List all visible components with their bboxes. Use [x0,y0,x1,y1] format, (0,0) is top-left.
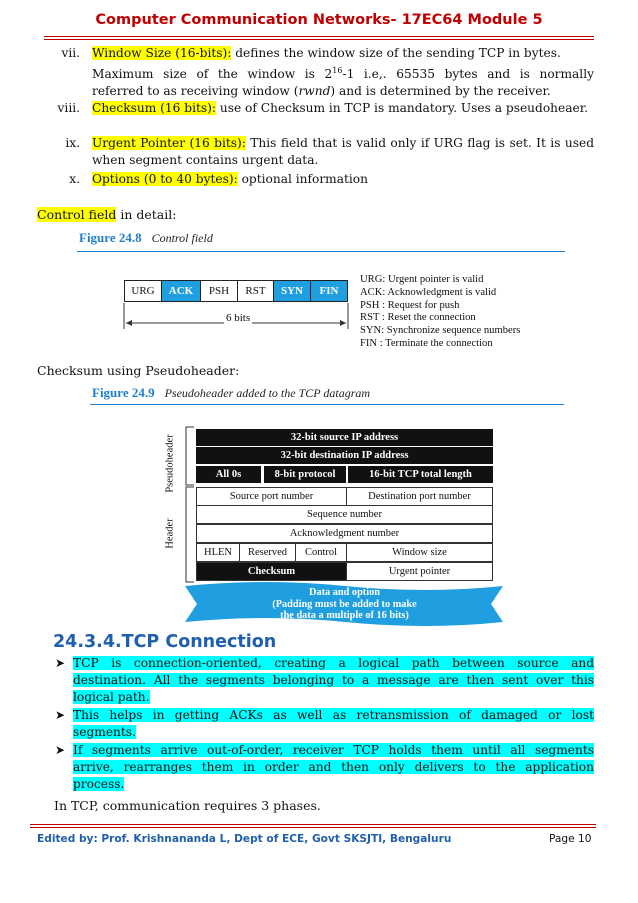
item-number: vii. [61,46,80,60]
field-item-checksum: viii. Checksum (16 bits): use of Checksum in TCP is mandatory. Uses a pseudoheaer. [40,100,595,136]
cf-syn: SYN [273,280,311,302]
hdr-src-port: Source port number [196,487,347,506]
control-field-heading: Control field in detail: [37,207,177,222]
cf-urg: URG [124,280,162,302]
hdr-control: Control [295,543,347,562]
cf-fin: FIN [310,280,348,302]
arrow-bullet-icon: ➤ [55,708,66,722]
figure-rule [77,251,565,252]
header-label: Header [164,518,176,549]
bullet-item: ➤ This helps in getting ACKs as well as retransmission of damaged or lost segments. [55,708,594,739]
pseudo-protocol: 8-bit protocol [263,466,346,484]
field-item-window-size: vii. Window Size (16-bits): defines the window size of the sending TCP in bytes. Maximum size of the window is $2^{16}-1$ i.e,. 65535 bytes and is normally referred to as receiving window (rwnd) and is determined by the receiver. [40,45,595,99]
figure-24-9-caption: Figure 24.9 Pseudoheader added to the TCP datagram [92,385,371,400]
hdr-window: Window size [346,543,493,562]
footer-rule [30,824,596,828]
hdr-urgent: Urgent pointer [346,562,493,581]
page-header-title: Computer Communication Networks- 17EC64 Module 5 [95,12,543,28]
cf-ack: ACK [161,280,201,302]
item-term: Window Size (16-bits): [92,46,232,60]
field-item-urgent-pointer: ix. Urgent Pointer (16 bits): This field that is valid only if URG flag is set. It is used when segment contains urgent data. [40,135,595,171]
bullet-item: ➤ TCP is connection-oriented, creating a logical path between source and destination. All the segments belonging to a message are then sent over this logical path. [55,656,594,704]
checksum-heading: Checksum using Pseudoheader: [37,363,240,378]
hdr-checksum: Checksum [196,562,347,581]
hdr-seq: Sequence number [196,505,493,524]
item-number: ix. [65,136,80,150]
hdr-hlen: HLEN [196,543,240,562]
item-term: Options (0 to 40 bytes): [92,172,238,186]
control-field-legend: URG: Urgent pointer is valid ACK: Acknowledgment is valid PSH : Request for push RST : Reset the connection SYN: Synchronize sequence numbers FIN : Terminate the connection [360,274,521,349]
page-number: Page 10 [549,833,592,845]
cf-rst: RST [237,280,274,302]
footer-author: Edited by: Prof. Krishnananda L, Dept of ECE, Govt SKSJTI, Bengaluru [37,833,452,845]
item-number: viii. [57,101,80,115]
hdr-reserved: Reserved [239,543,296,562]
field-item-options: x. Options (0 to 40 bytes): optional information [40,171,595,189]
pseudo-dst-ip: 32-bit destination IP address [196,447,493,465]
data-and-option-text: Data and option (Padding must be added to make the data a multiple of 16 bits) [272,587,417,621]
item-number: x. [69,172,80,186]
section-title: 24.3.4.TCP Connection [53,632,277,652]
figure-rule [90,404,564,405]
item-term: Urgent Pointer (16 bits): [92,136,246,150]
pseudo-total-length: 16-bit TCP total length [347,466,493,484]
cf-psh: PSH [200,280,238,302]
pseudo-src-ip: 32-bit source IP address [196,429,493,447]
item-term: Checksum (16 bits): [92,101,216,115]
hdr-ack: Acknowledgment number [196,524,493,543]
figure-24-8-caption: Figure 24.8 Control field [79,230,213,245]
pseudoheader-label: Pseudoheader [164,434,176,493]
arrow-bullet-icon: ➤ [55,656,66,670]
header-rule [44,36,594,40]
pseudo-zeros: All 0s [196,466,261,484]
bullet-item: ➤ If segments arrive out-of-order, receiver TCP holds them until all segments arrive, rearranges them in order and then only delivers to the application process. [55,743,594,791]
arrow-bullet-icon: ➤ [55,743,66,757]
closing-sentence: In TCP, communication requires 3 phases. [54,798,321,813]
hdr-dst-port: Destination port number [346,487,493,506]
six-bits-label: 6 bits [226,312,251,324]
